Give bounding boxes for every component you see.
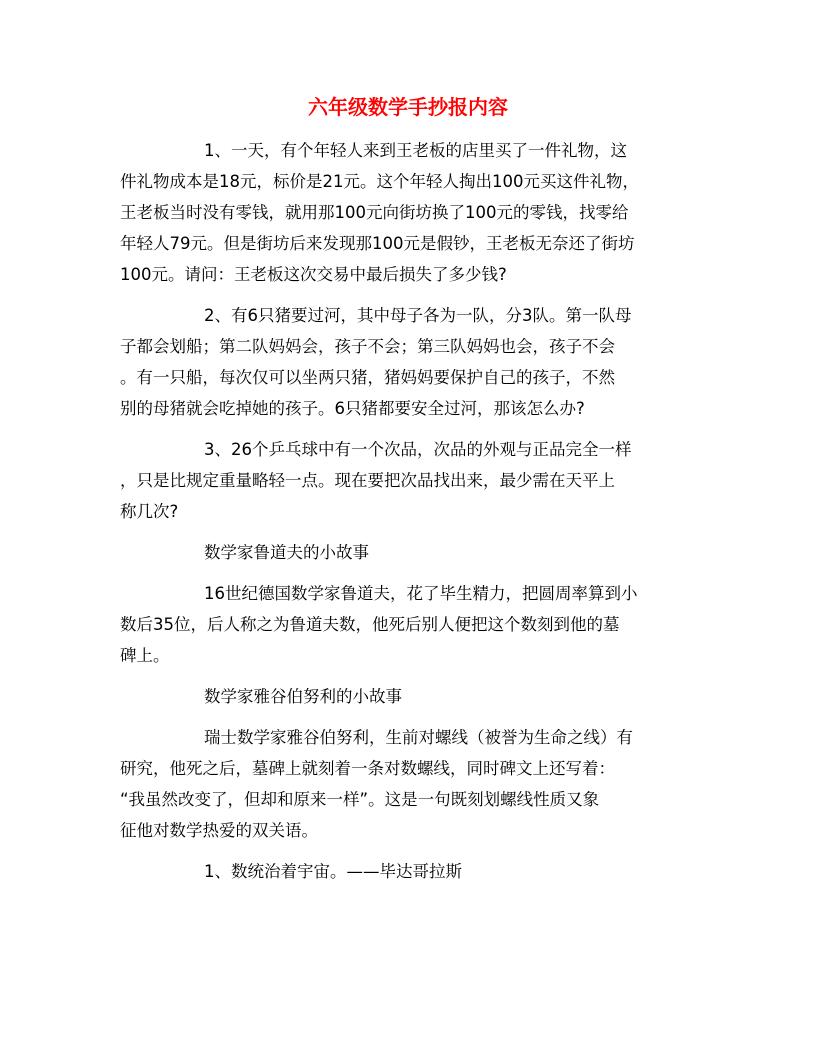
text-line: 称几次? [120,502,179,521]
text-line: “我虽然改变了，但却和原来一样”。这是一句既刻划螺线性质又象 [120,790,600,809]
text-line: 研究，他死之后，墓碑上就刻着一条对数螺线，同时碑文上还写着： [120,759,615,778]
text-line: 3、26个乒乓球中有一个次品，次品的外观与正品完全一样 [204,440,632,459]
text-line: 件礼物成本是18元，标价是21元。这个年轻人掏出100元买这件礼物， [120,172,639,191]
text-line: 瑞士数学家雅谷伯努利，生前对螺线（被誉为生命之线）有 [204,728,633,747]
puzzle-3-paragraph [120,434,696,527]
story-2-paragraph [120,722,696,846]
text-line: ，只是比规定重量略轻一点。现在要把次品找出来，最少需在天平上 [120,471,615,490]
text-line: 王老板当时没有零钱，就用那100元向街坊换了100元的零钱，找零给 [120,203,629,222]
puzzle-1-paragraph [120,135,696,290]
text-line: 100元。请问：王老板这次交易中最后损失了多少钱? [120,265,507,284]
puzzle-2-paragraph [120,300,696,424]
story-1-heading: 数学家鲁道夫的小故事 [204,543,369,562]
document-body [120,135,696,887]
text-line: 别的母猪就会吃掉她的孩子。6只猪都要安全过河，那该怎么办? [120,399,585,418]
story-1-paragraph [120,578,696,671]
text-line: 碑上。 [120,646,170,665]
story-2-heading: 数学家雅谷伯努利的小故事 [204,687,402,706]
text-line: 年轻人79元。但是街坊后来发现那100元是假钞，王老板无奈还了街坊 [120,234,635,253]
text-line: 1、一天，有个年轻人来到王老板的店里买了一件礼物，这 [204,141,627,160]
page-title: 六年级数学手抄报内容 [308,95,508,119]
text-line: 16世纪德国数学家鲁道夫，花了毕生精力，把圆周率算到小 [204,584,638,603]
text-line: 数后35位，后人称之为鲁道夫数，他死后别人便把这个数刻到他的墓 [120,615,620,634]
quote-1-line: 1、数统治着宇宙。——毕达哥拉斯 [204,862,462,881]
text-line: 征他对数学热爱的双关语。 [120,821,318,840]
text-line: 2、有6只猪要过河，其中母子各为一队，分3队。第一队母 [204,306,632,325]
text-line: 。有一只船，每次仅可以坐两只猪，猪妈妈要保护自己的孩子，不然 [120,368,615,387]
text-line: 子都会划船；第二队妈妈会，孩子不会；第三队妈妈也会，孩子不会 [120,337,615,356]
